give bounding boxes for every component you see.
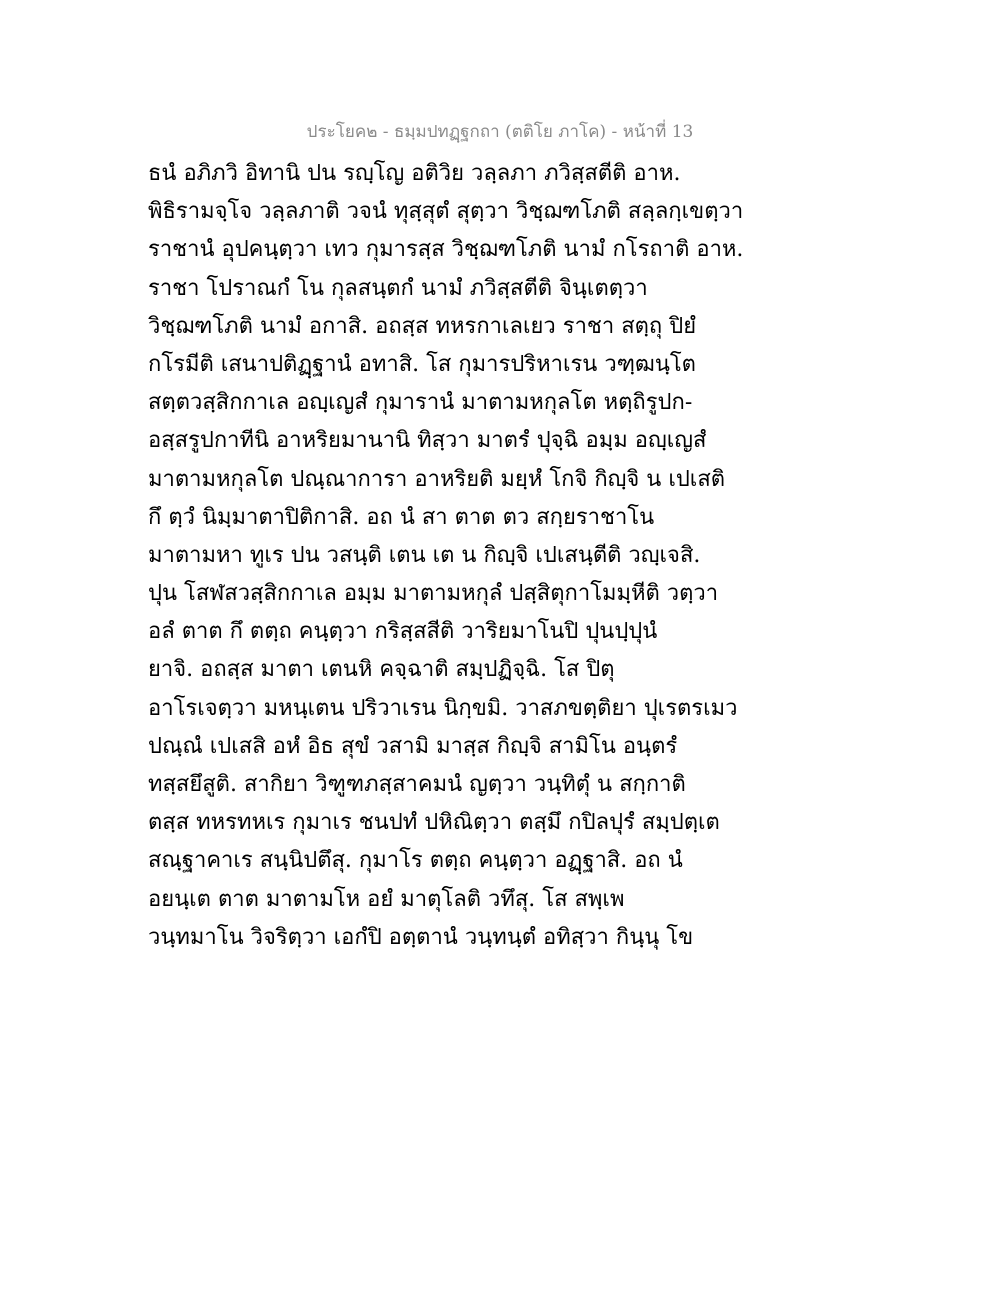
text-line: ราชา โปราณกํ โน กุลสนฺตกํ นามํ ภวิสฺสตีติ จินฺเตตฺวา <box>148 275 648 301</box>
text-line: พิธิรามจฺโจ วลฺลภาติ วจนํ ทุสฺสุตํ สุตฺวา วิชฺฌฑโภติ สลฺลกฺเขตฺวา <box>148 199 744 225</box>
text-line: ตสฺส ทหรทหเร กุมาเร ชนปทํ ปหิณิตฺวา ตสฺมึ กปิลปุรํ สมฺปตฺเต <box>148 810 720 836</box>
text-line: กึ ตฺวํ นิมฺมาตาปิติกาสิ. อถ นํ สา ตาต ตว สกฺยราชาโน <box>148 504 655 530</box>
text-line: อสฺสรูปกาทีนิ อาหริยมานานิ ทิสฺวา มาตรํ ปุจฺฉิ อมฺม อญฺเญสํ <box>148 428 707 454</box>
text-line: วิชฺฌฑโภติ นามํ อกาสิ. อถสฺส ทหรกาเลเยว ราชา สตฺถุ ปิยํ <box>148 313 697 339</box>
text-line: ราชานํ อุปคนฺตฺวา เทว กุมารสฺส วิชฺฌฑโภติ นามํ กโรถาติ อาห. <box>148 237 744 263</box>
text-line: ธนํ อภิภวิ อิทานิ ปน รญฺโญ อติวิย วลฺลภา ภวิสฺสตีติ อาห. <box>148 161 681 186</box>
text-line: อยนฺเต ตาต มาตามโห อยํ มาตุโลติ วทึสุ. โส สพฺเพ <box>148 886 625 912</box>
text-line: สตฺตวสฺสิกกาเล อญฺเญสํ กุมารานํ มาตามหกุลโต หตฺถิรูปก- <box>148 390 693 416</box>
text-line: สณฺฐาคาเร สนฺนิปตึสุ. กุมาโร ตตฺถ คนฺตฺวา อฏฺฐาสิ. อถ นํ <box>148 848 683 874</box>
text-line: มาตามหา ทูเร ปน วสนฺติ เตน เต น กิญฺจิ เปเสนฺตีติ วญฺเจสิ. <box>148 542 701 568</box>
body-text <box>148 155 868 957</box>
text-line: วนฺทมาโน วิจริตฺวา เอกํปิ อตฺตานํ วนฺทนฺตํ อทิสฺวา กินฺนุ โข <box>148 924 694 950</box>
text-line: อลํ ตาต กึ ตตฺถ คนฺตฺวา กริสฺสสีติ วาริยมาโนปิ ปุนปฺปุนํ <box>148 619 658 645</box>
text-line: อาโรเจตฺวา มหนฺเตน ปริวาเรน นิกฺขมิ. วาสภขตฺติยา ปุเรตรเมว <box>148 695 738 721</box>
text-line: ยาจิ. อถสฺส มาตา เตนหิ คจฺฉาติ สมฺปฏิจฺฉิ. โส ปิตุ <box>148 657 615 683</box>
text-line: มาตามหกุลโต ปณฺณาการา อาหริยติ มยฺหํ โกจิ กิญฺจิ น เปเสติ <box>148 466 726 492</box>
text-line: ปุน โสฬสวสฺสิกกาเล อมฺม มาตามหกุลํ ปสฺสิตุกาโมมฺหีติ วตฺวา <box>148 581 719 607</box>
running-header: ประโยค๒ - ธมฺมปทฏฺฐกถา (ตติโย ภาโค) - หน้าที่ 13 <box>306 122 694 142</box>
text-line: ทสฺสยึสูติ. สากิยา วิฑูฑภสฺสาคมนํ ญตฺวา วนฺทิตุํ น สกฺกาติ <box>148 772 686 797</box>
text-line: กโรมีติ เสนาปติฏฺฐานํ อทาสิ. โส กุมารปริหาเรน วฑฺฒนฺโต <box>148 351 696 377</box>
text-line: ปณฺณํ เปเสสิ อหํ อิธ สุขํ วสามิ มาสฺส กิญฺจิ สามิโน อนฺตรํ <box>148 733 678 759</box>
